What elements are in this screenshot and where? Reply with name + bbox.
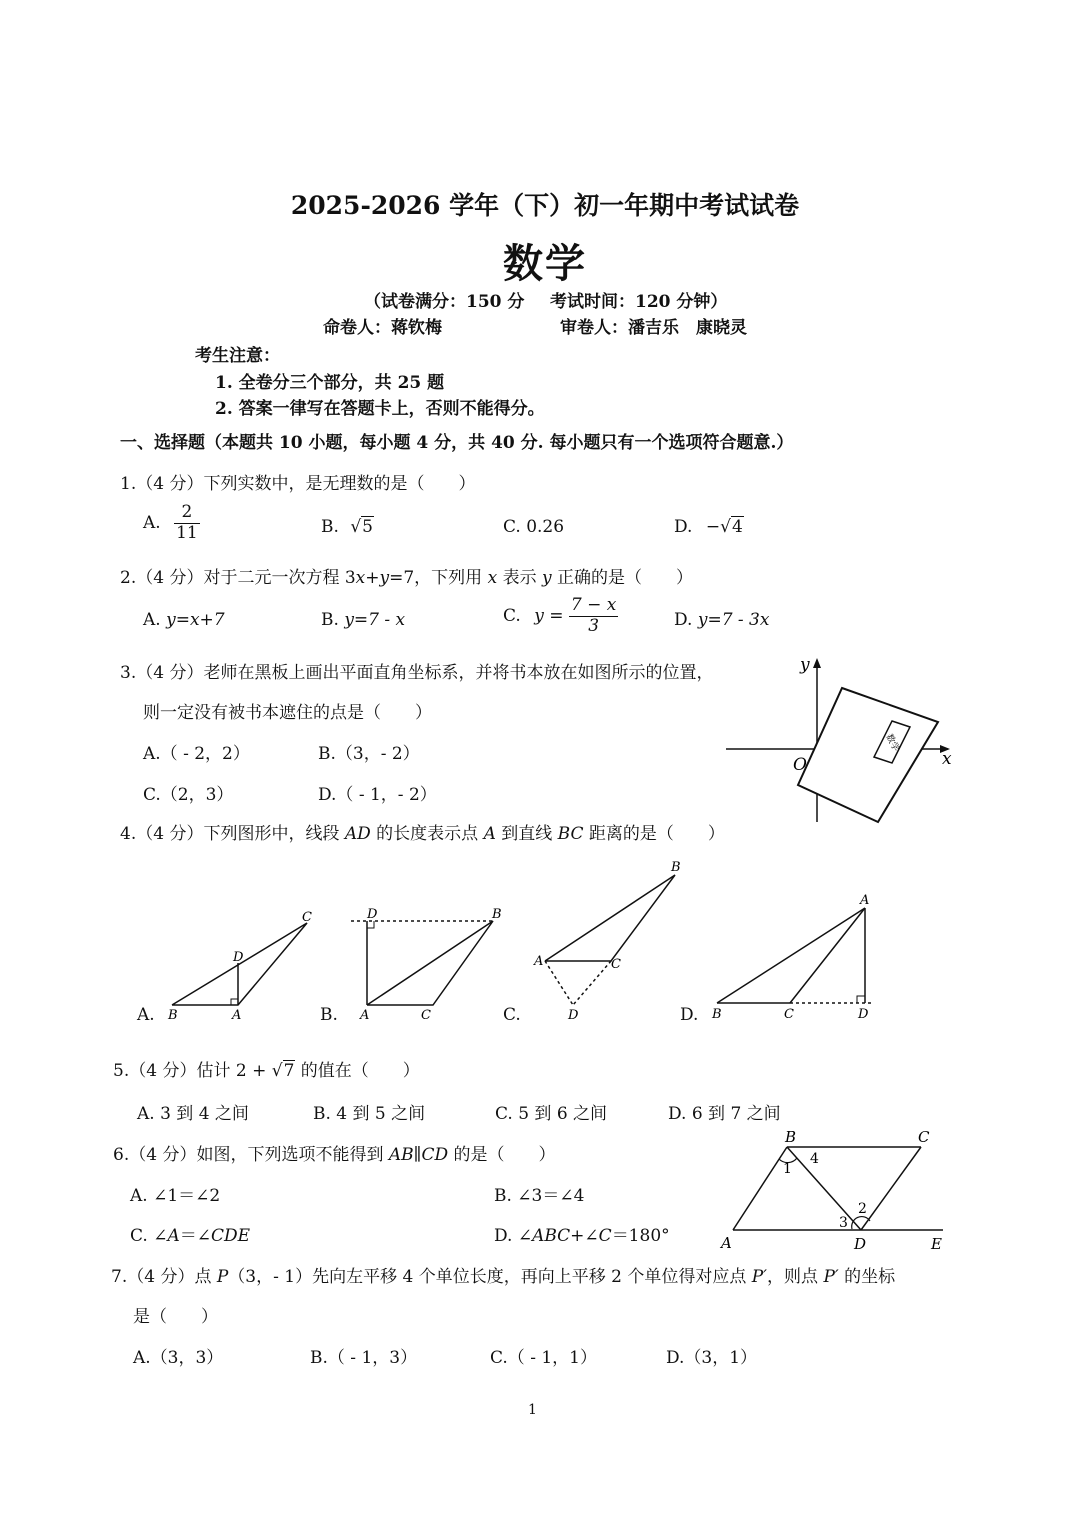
q4b-label-a: A (360, 1008, 370, 1023)
q4-option-b-label: B. (320, 1005, 338, 1025)
q2-option-c: C. y = $\frac{7 - x}{3}$ (503, 595, 617, 636)
q4c-triangle (545, 875, 675, 961)
q5-option-d: D. 6 到 7 之间 (668, 1104, 781, 1124)
q3-option-c: C.（2，3） (143, 785, 234, 805)
q4-option-c-label: C. (503, 1005, 521, 1025)
q4a-label-d: D (233, 950, 244, 965)
q6-angle-3: 3 (839, 1215, 848, 1231)
q3-figure (720, 650, 970, 830)
q1-sqrt: √5 (350, 517, 373, 537)
q4d-label-d: D (858, 1007, 869, 1022)
q2-fraction: $\frac{7 - x}{3}$ (570, 595, 617, 636)
q6-angle-2: 2 (858, 1201, 867, 1217)
q4b-label-d: D (367, 907, 378, 922)
q4c-label-a: A (534, 954, 544, 969)
q7-stem-line2: 是（ ） (133, 1307, 218, 1327)
q4b-label-b: B (492, 907, 502, 922)
q4-figure-a (160, 905, 320, 1030)
q6-line-cd (861, 1147, 921, 1230)
q1-option-d: D. −√4 (674, 517, 743, 537)
q4a-label-c: C (302, 910, 312, 925)
q4a-label-a: A (232, 1008, 242, 1023)
q4d-label-b: B (712, 1007, 722, 1022)
exam-time: 考试时间：120 分钟） (550, 292, 728, 312)
notice-heading: 考生注意： (195, 346, 280, 366)
q6-stem: 6.（4 分）如图，下列选项不能得到 AB∥CD 的是（ ） (113, 1145, 556, 1165)
q1-option-c: C. 0.26 (503, 517, 565, 537)
q6-label-e: E (931, 1235, 942, 1253)
q4-stem: 4.（4 分）下列图形中，线段 AD 的长度表示点 A 到直线 BC 距离的是（ ） (120, 824, 725, 844)
q1-stem: 1.（4 分）下列实数中，是无理数的是（ ） (120, 474, 476, 494)
q4a-label-b: B (168, 1008, 178, 1023)
q4b-label-c: C (421, 1008, 431, 1023)
exam-subject: 数学 (503, 240, 587, 287)
q4c-dotted-ad (545, 961, 573, 1005)
q2-option-a: A. y=x+7 (143, 610, 225, 630)
q3-x-label: x (942, 749, 952, 769)
q3-stem-line1: 3.（4 分）老师在黑板上画出平面直角坐标系，并将书本放在如图所示的位置， (120, 663, 714, 683)
q6-line-bd (787, 1147, 861, 1230)
q4b-right-angle (367, 921, 374, 928)
q3-option-a: A.（ - 2，2） (143, 744, 250, 764)
q7-option-c: C.（ - 1，1） (490, 1348, 597, 1368)
q4c-label-d: D (568, 1008, 579, 1023)
q3-book (798, 688, 938, 822)
q5-option-c: C. 5 到 6 之间 (495, 1104, 608, 1124)
q1-option-a: A. $\frac{2}{11}$ (143, 502, 198, 543)
q6-option-c: C. ∠A＝∠CDE (130, 1226, 251, 1246)
q4-figure-c (525, 855, 685, 1030)
q5-sqrt: √7 (271, 1061, 295, 1081)
q5-option-b: B. 4 到 5 之间 (313, 1104, 426, 1124)
q3-y-arrow (813, 658, 821, 668)
q4d-side-ac (790, 908, 865, 1003)
q2-option-d: D. y=7 - 3x (674, 610, 770, 630)
q6-option-b: B. ∠3＝∠4 (494, 1186, 585, 1206)
q4c-label-c: C (611, 957, 621, 972)
exam-setter: 命卷人：蒋钦梅 (323, 318, 442, 338)
q4d-side-ab (717, 908, 865, 1003)
notice-item-2: 2. 答案一律写在答题卡上，否则不能得分。 (215, 399, 545, 419)
q6-option-d: D. ∠ABC+∠C＝180° (494, 1226, 670, 1246)
q1-fraction: $\frac{2}{11}$ (176, 502, 198, 543)
q6-angle-4: 4 (810, 1151, 819, 1167)
q3-option-b: B.（3，- 2） (318, 744, 420, 764)
q4-figure-d (705, 890, 890, 1030)
q7-stem-line1: 7.（4 分）点 P（3，- 1）先向左平移 4 个单位长度，再向上平移 2 个单位得对应点 P′，则点 P′ 的坐标 (111, 1267, 896, 1287)
q6-option-a: A. ∠1＝∠2 (130, 1186, 221, 1206)
q5-stem: 5.（4 分）估计 2 + √7 的值在（ ） (113, 1061, 420, 1081)
q6-figure (715, 1125, 960, 1255)
q6-label-c: C (918, 1128, 930, 1146)
q3-option-d: D.（ - 1，- 2） (318, 785, 437, 805)
q4-option-a-label: A. (137, 1005, 155, 1025)
q1-option-b: B. √5 (321, 517, 373, 537)
q4c-label-b: B (671, 860, 681, 875)
exam-title: 2025-2026 学年（下）初一年期中考试试卷 (290, 191, 800, 220)
q4b-triangle (367, 921, 493, 1005)
q6-angle-1: 1 (783, 1161, 792, 1177)
q4d-right-angle (857, 996, 865, 1003)
q3-y-label: y (800, 655, 810, 675)
q4d-label-c: C (784, 1007, 794, 1022)
q6-label-d: D (854, 1235, 867, 1253)
q3-book-label: 数学 (883, 732, 901, 754)
exam-full-score: （试卷满分：150 分 (364, 292, 525, 312)
q4c-dotted-cd (573, 961, 611, 1005)
q7-option-a: A.（3，3） (133, 1348, 224, 1368)
q4-option-d-label: D. (680, 1005, 699, 1025)
q6-label-b: B (785, 1128, 797, 1146)
q4a-right-angle (231, 999, 238, 1005)
q6-label-a: A (721, 1234, 732, 1252)
q3-stem-line2: 则一定没有被书本遮住的点是（ ） (143, 703, 432, 723)
q4d-label-a: A (860, 893, 870, 908)
q7-option-b: B.（ - 1，3） (310, 1348, 418, 1368)
q1-sqrt-d: √4 (720, 517, 743, 537)
q2-option-b: B. y=7 - x (321, 610, 406, 630)
q7-option-d: D.（3，1） (666, 1348, 758, 1368)
q4-figure-b (345, 905, 510, 1030)
section-heading: 一、选择题（本题共 10 小题，每小题 4 分，共 40 分. 每小题只有一个选项符合题意.） (120, 433, 794, 453)
q3-origin-label: O (793, 755, 807, 775)
q5-option-a: A. 3 到 4 之间 (137, 1104, 249, 1124)
q2-stem: 2.（4 分）对于二元一次方程 3x+y=7，下列用 x 表示 y 正确的是（ ） (120, 568, 694, 588)
notice-item-1: 1. 全卷分三个部分，共 25 题 (215, 373, 445, 393)
page-number: 1 (528, 1402, 537, 1418)
exam-reviewer: 审卷人：潘吉乐 康晓灵 (560, 318, 747, 338)
